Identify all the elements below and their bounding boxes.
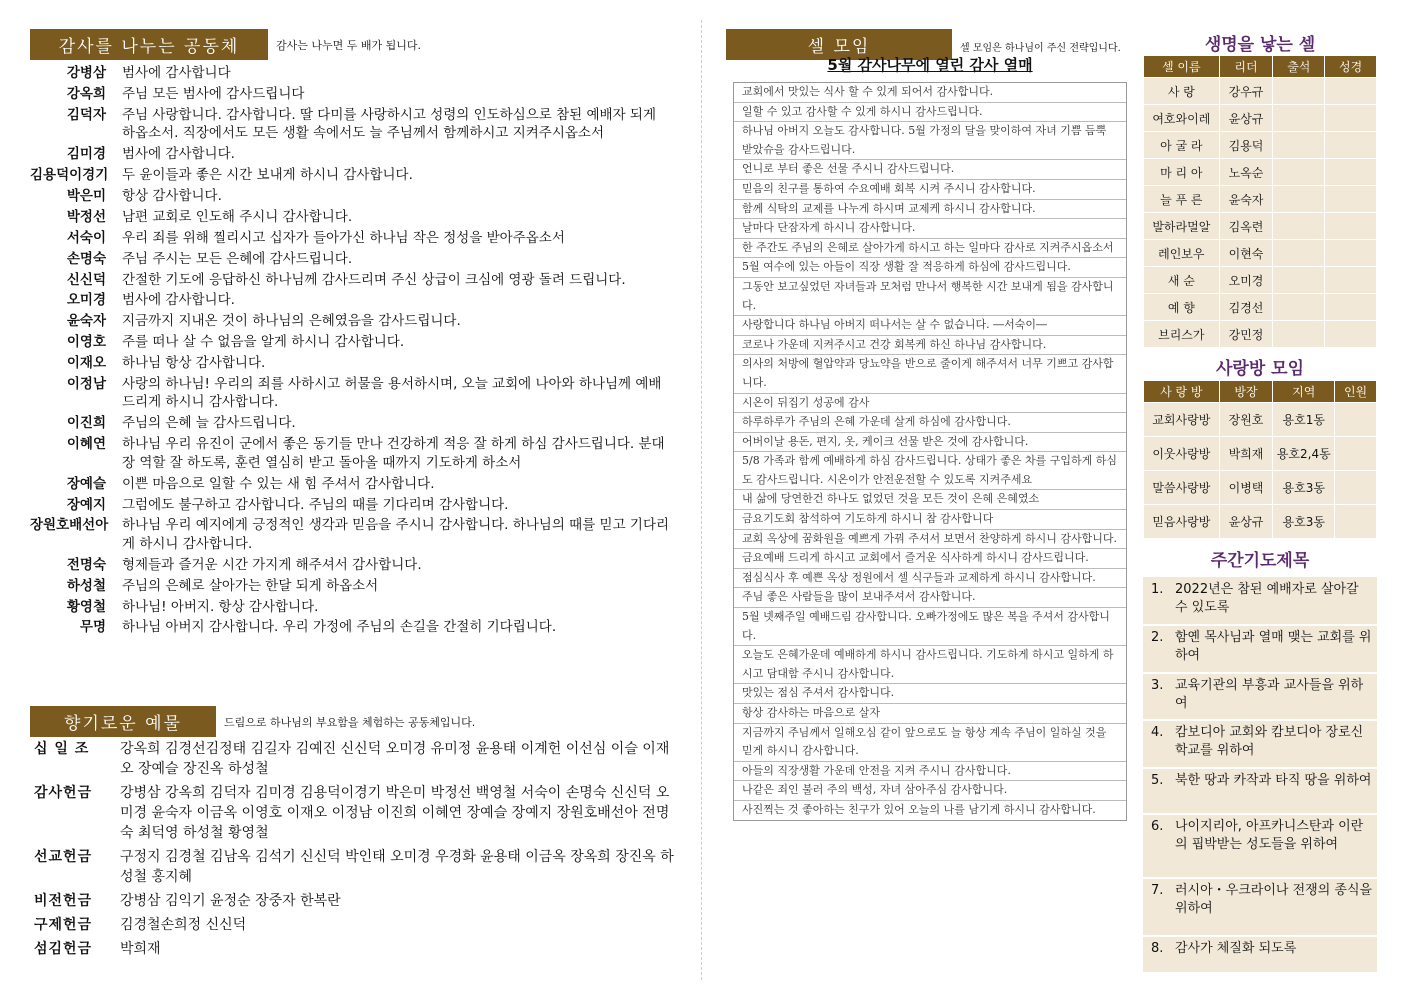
thanks-name: 손명숙 <box>66 250 106 267</box>
thanks-name: 하성철 <box>66 577 106 594</box>
thanks-text: 하나님 항상 감사합니다. <box>122 355 266 372</box>
life-cell-row <box>1144 159 1377 186</box>
thanks-name: 김용덕이경기 <box>30 167 109 184</box>
love-room-header: 지역 <box>1273 381 1335 403</box>
thanks-row <box>30 516 670 553</box>
life-cell-cell <box>1273 78 1325 105</box>
thanks-name: 장예슬 <box>66 475 106 492</box>
life-cell-cell: 강우규 <box>1219 78 1273 105</box>
prayer-separator <box>1143 624 1377 626</box>
thanks-name: 황영철 <box>66 598 106 615</box>
fruit-item: 지금까지 주님께서 일해오심 같이 앞으로도 늘 항상 계속 주님이 일하실 것을 믿게 하시니 감사합니다. <box>734 724 1126 762</box>
prayer-number: 1. <box>1151 582 1164 597</box>
thanks-name: 오미경 <box>66 292 106 309</box>
life-cell-row <box>1144 132 1377 159</box>
life-cell-table <box>1143 55 1377 348</box>
thanks-row <box>30 166 670 185</box>
life-cell-row <box>1144 321 1377 348</box>
life-cell-cell: 레인보우 <box>1144 240 1220 267</box>
fruit-item: 믿음의 친구를 통하여 수요예배 회복 시켜 주시니 감사합니다. <box>734 180 1126 200</box>
prayer-item <box>1151 818 1375 854</box>
life-cell-cell <box>1273 321 1325 348</box>
thanks-row <box>30 291 670 310</box>
prayer-number: 3. <box>1151 678 1164 693</box>
fruit-item: 하루하루가 주님의 은혜 가운데 살게 하심에 감사합니다. <box>734 413 1126 433</box>
thanks-name: 김덕자 <box>66 106 106 123</box>
prayer-text: 캄보디아 교회와 캄보디아 장로신학교를 위하여 <box>1175 725 1364 758</box>
thanks-name: 이영호 <box>66 334 106 351</box>
thanks-text: 남편 교회로 인도해 주시니 감사합니다. <box>122 208 353 225</box>
life-cell-cell <box>1325 78 1377 105</box>
fruit-item: 날마다 단잠자게 하시니 감사합니다. <box>734 219 1126 239</box>
thanks-name: 이정남 <box>66 375 106 392</box>
offering-names: 강병삼 김익기 윤정순 장중자 한복란 <box>120 893 341 909</box>
thanks-name: 전명숙 <box>66 556 106 573</box>
prayer-text: 함옌 목사님과 열매 맺는 교회를 위하여 <box>1175 630 1372 663</box>
fruit-title-text: 5월 감사나무에 열린 감사 열매 <box>827 56 1033 74</box>
thanks-row <box>30 64 670 83</box>
fruit-item: 교회에서 맛있는 식사 할 수 있게 되어서 감사합니다. <box>734 83 1126 103</box>
thanks-row <box>30 577 670 596</box>
fruit-item: 오늘도 은혜가운데 예배하게 하시니 감사드립니다. 기도하게 하시고 일하게 하시고 담대함 주시니 감사합니다. <box>734 646 1126 684</box>
thanks-text: 범사에 감사합니다. <box>122 292 235 309</box>
offering-row <box>34 783 674 843</box>
life-cell-cell: 김옥련 <box>1219 213 1273 240</box>
life-cell-cell: 김용덕 <box>1219 132 1273 159</box>
prayer-text: 북한 땅과 카작과 타직 땅을 위하여 <box>1175 773 1372 788</box>
life-cell-header: 셀 이름 <box>1144 56 1220 78</box>
fruit-item: 의사의 처방에 혈압약과 당뇨약을 반으로 줄이게 해주셔서 너무 기쁘고 감사합니다. <box>734 355 1126 393</box>
life-cell-cell: 마 리 아 <box>1144 159 1220 186</box>
thanks-text: 주님 사랑합니다. 감사합니다. 딸 다미를 사랑하시고 성령의 인도하심으로 참된 예배자 되게 하옵소서. 직장에서도 모든 생활 속에서도 늘 주님께서 함께하시고 지켜주시옵소서 <box>122 106 657 142</box>
thanks-name: 이재오 <box>66 355 106 372</box>
life-cell-cell <box>1325 267 1377 294</box>
prayer-list <box>1143 577 1377 972</box>
life-cell-cell <box>1325 213 1377 240</box>
love-room-header: 사 랑 방 <box>1144 381 1220 403</box>
offering-category: 비전헌금 <box>34 893 93 909</box>
prayer-item <box>1151 581 1375 617</box>
love-room-cell: 용호1동 <box>1273 403 1335 437</box>
prayer-text: 나이지리아, 아프카니스탄과 이란의 핍박받는 성도들을 위하여 <box>1175 819 1364 852</box>
thanks-text: 사랑의 하나님! 우리의 죄를 사하시고 허물을 용서하시며, 오늘 교회에 나아와 하나님께 예배 드리게 하시니 감사합니다. <box>122 375 662 411</box>
fruit-item: 점심식사 후 예쁜 옥상 정원에서 셀 식구들과 교제하게 하시니 감사합니다. <box>734 569 1126 589</box>
love-room-row <box>1144 505 1377 539</box>
prayer-item <box>1151 677 1375 713</box>
thanks-row <box>30 475 670 494</box>
thanks-name: 서숙이 <box>66 229 106 246</box>
fruit-item: 5/8 가족과 함께 예배하게 하심 감사드립니다. 상태가 좋은 차를 구입하게 하심도 감사드립니다. 시온이가 안전운전할 수 있도록 지켜주세요 <box>734 452 1126 490</box>
thanks-row <box>30 229 670 248</box>
fruit-item: 함께 식탁의 교제를 나누게 하시며 교제케 하시니 감사합니다. <box>734 200 1126 220</box>
thanks-text: 이쁜 마음으로 일할 수 있는 새 힘 주셔서 감사합니다. <box>122 475 435 492</box>
thanks-row <box>30 187 670 206</box>
thanks-name: 윤숙자 <box>66 313 106 330</box>
life-cell-row <box>1144 294 1377 321</box>
offering-category: 십 일 조 <box>34 741 90 757</box>
love-room-title: 사랑방 모임 <box>1215 359 1305 379</box>
thanks-text: 하나님 우리 예지에게 긍정적인 생각과 믿음을 주시니 감사합니다. 하나님의 때를 믿고 기다리게 하시니 감사합니다. <box>122 517 670 552</box>
thanks-row <box>30 354 670 373</box>
fruit-item: 사진찍는 것 좋아하는 친구가 있어 오늘의 나를 남기게 하시니 감사합니다. <box>742 802 1096 816</box>
love-room-cell: 윤상규 <box>1219 505 1273 539</box>
fruit-item: 항상 감사하는 마음으로 살자 <box>734 704 1126 724</box>
life-cell-cell: 김경선 <box>1219 294 1273 321</box>
prayer-number: 5. <box>1151 773 1164 788</box>
love-room-cell: 용호3동 <box>1273 505 1335 539</box>
love-room-cell <box>1335 403 1377 437</box>
fruit-item: 주님 좋은 사람들을 많이 보내주셔서 감사합니다. <box>734 588 1126 608</box>
offering-category: 구제헌금 <box>34 917 93 933</box>
love-room-cell: 말씀사랑방 <box>1144 471 1220 505</box>
prayer-separator <box>1143 672 1377 674</box>
prayer-text: 교육기관의 부흥과 교사들을 위하여 <box>1175 678 1364 711</box>
prayer-number: 2. <box>1151 630 1164 645</box>
gratitude-section-title: 감사를 나누는 공동체 <box>30 29 268 60</box>
life-cell-cell: 윤상규 <box>1219 105 1273 132</box>
thanks-name: 이혜연 <box>66 436 106 453</box>
thanks-row <box>30 106 670 143</box>
life-cell-header: 출석 <box>1273 56 1325 78</box>
love-room-row <box>1144 471 1377 505</box>
fruit-item: 하나님 아버지 오늘도 감사합니다. 5월 가정의 달을 맞이하여 자녀 기쁨 듬뿍 받았슈을 감사드립니다. <box>734 122 1126 160</box>
thanks-text: 범사에 감사합니다 <box>122 65 231 81</box>
thanks-name: 이진희 <box>66 415 106 432</box>
life-cell-cell <box>1325 132 1377 159</box>
thanks-row <box>30 375 670 412</box>
love-room-cell: 이병택 <box>1219 471 1273 505</box>
life-cell-row <box>1144 186 1377 213</box>
life-cell-cell: 사 랑 <box>1144 78 1220 105</box>
thanks-row <box>30 145 670 164</box>
life-cell-cell: 브리스가 <box>1144 321 1220 348</box>
fruit-item: 금요기도회 참석하여 기도하게 하시니 참 감사합니다 <box>734 510 1126 530</box>
offering-row <box>34 939 674 959</box>
thanks-row <box>30 435 670 472</box>
thanks-row <box>30 598 670 617</box>
prayer-text: 2022년은 참된 예배자로 살아갈 수 있도록 <box>1175 582 1359 615</box>
thanks-name: 강병삼 <box>66 65 106 81</box>
prayer-item <box>1151 629 1375 665</box>
prayer-separator <box>1143 877 1377 879</box>
life-cell-row <box>1144 240 1377 267</box>
life-cell-cell: 예 향 <box>1144 294 1220 321</box>
life-cell-row <box>1144 213 1377 240</box>
life-cell-header: 리더 <box>1219 56 1273 78</box>
love-room-header: 방장 <box>1219 381 1273 403</box>
offering-category: 섬김헌금 <box>34 941 93 957</box>
love-room-cell: 교회사랑방 <box>1144 403 1220 437</box>
life-cell-cell: 노옥순 <box>1219 159 1273 186</box>
offering-category: 선교헌금 <box>34 849 93 865</box>
cell-section-title: 셀 모임 <box>726 29 952 60</box>
love-room-table <box>1143 380 1377 539</box>
thanks-name: 장원호배선아 <box>30 517 109 534</box>
prayer-item <box>1151 772 1375 790</box>
fruit-item: 아들의 직장생활 가운데 안전을 지켜 주시니 감사합니다. <box>734 762 1126 782</box>
fruit-item: 언니로 부터 좋은 선물 주시니 감사드립니다. <box>734 160 1126 180</box>
prayer-number: 8. <box>1151 941 1164 956</box>
love-room-cell <box>1335 437 1377 471</box>
offering-list <box>34 739 674 963</box>
fruit-item: 코로나 가운데 지켜주시고 건강 회복케 하신 하나님 감사합니다. <box>734 336 1126 356</box>
fruit-list <box>733 82 1127 821</box>
prayer-text: 감사가 체질화 되도록 <box>1175 941 1297 956</box>
thanks-text: 주를 떠나 살 수 없음을 알게 하시니 감사합니다. <box>122 334 405 351</box>
fruit-item: 나같은 죄인 불러 주의 백성, 자녀 삼아주심 감사합니다. <box>734 781 1126 801</box>
life-cell-cell: 이현숙 <box>1219 240 1273 267</box>
life-cell-cell: 새 순 <box>1144 267 1220 294</box>
life-cell-cell: 늘 푸 른 <box>1144 186 1220 213</box>
offering-section-title: 향기로운 예물 <box>30 706 216 737</box>
life-cell-cell: 아 굴 라 <box>1144 132 1220 159</box>
life-cell-cell <box>1273 267 1325 294</box>
life-cell-header: 성경 <box>1325 56 1377 78</box>
life-cell-cell <box>1325 240 1377 267</box>
thanks-name: 무명 <box>79 619 106 636</box>
thanks-name: 김미경 <box>66 146 106 163</box>
fruit-item: 맛있는 점심 주셔서 감사합니다. <box>734 684 1126 704</box>
fruit-item: 시온이 뒤집기 성공에 감사 <box>734 394 1126 414</box>
offering-row <box>34 739 674 779</box>
love-room-cell: 용호2,4동 <box>1273 437 1335 471</box>
life-cell-cell <box>1325 321 1377 348</box>
prayer-separator <box>1143 719 1377 721</box>
offering-names: 김경철손희정 신신덕 <box>120 917 247 933</box>
life-cell-cell <box>1273 294 1325 321</box>
fruit-item: 내 삶에 당연한건 하나도 없었던 것을 모든 것이 은혜 은혜였소 <box>734 490 1126 510</box>
thanks-row <box>30 312 670 331</box>
cell-section-subtitle: 셀 모임은 하나님이 주신 전략입니다. <box>960 43 1121 54</box>
thanks-row <box>30 414 670 433</box>
fruit-item: 일할 수 있고 감사할 수 있게 하시니 감사드립니다. <box>734 103 1126 123</box>
love-room-row <box>1144 403 1377 437</box>
thanks-text: 주님의 은혜 늘 감사드립니다. <box>122 415 296 432</box>
thanks-text: 그럼에도 불구하고 감사합니다. 주님의 때를 기다리며 감사합니다. <box>122 496 509 513</box>
love-room-header: 인원 <box>1335 381 1377 403</box>
fruit-item: 한 주간도 주님의 은혜로 살아가게 하시고 하는 일마다 감사로 지켜주시옵소서 <box>734 239 1126 259</box>
life-cell-cell: 발하라멀알 <box>1144 213 1220 240</box>
thanks-text: 항상 감사합니다. <box>122 187 222 204</box>
thanks-name: 박은미 <box>66 187 106 204</box>
fruit-item: 사랑합니다 하나님 아버지 떠나서는 살 수 없습니다. ―서숙이― <box>734 316 1126 336</box>
thanks-text: 주님의 은혜로 살아가는 한달 되게 하옵소서 <box>122 577 379 594</box>
love-room-row <box>1144 437 1377 471</box>
thanks-text: 주님 주시는 모든 은혜에 감사드립니다. <box>122 250 353 267</box>
thanks-text: 간절한 기도에 응답하신 하나님께 감사드리며 주신 상급이 크심에 영광 돌려 드립니다. <box>122 271 626 288</box>
life-cell-cell <box>1325 186 1377 213</box>
thanks-row <box>30 250 670 269</box>
love-room-cell: 믿음사랑방 <box>1144 505 1220 539</box>
offering-names: 박희재 <box>120 941 161 957</box>
thanks-text: 형제들과 즐거운 시간 가지게 해주셔서 감사합니다. <box>122 556 422 573</box>
thanks-name: 박정선 <box>66 208 106 225</box>
thanks-row <box>30 85 670 104</box>
life-cell-cell: 윤숙자 <box>1219 186 1273 213</box>
prayer-separator <box>1143 935 1377 937</box>
thanks-row <box>30 208 670 227</box>
life-cell-cell <box>1325 159 1377 186</box>
thanks-name: 강옥희 <box>66 85 106 102</box>
thanks-row <box>30 271 670 290</box>
fruit-item: 그동안 보고싶었던 자녀들과 모처럼 만나서 행복한 시간 보내게 됨을 감사합니다. <box>734 278 1126 316</box>
fruit-item: 어버이날 용돈, 편지, 옷, 케이크 선물 받은 것에 감사합니다. <box>734 433 1126 453</box>
life-cell-title: 생명을 낳는 셀 <box>1204 35 1316 55</box>
prayer-separator <box>1143 767 1377 769</box>
thanks-text: 지금까지 지내온 것이 하나님의 은혜였음을 감사드립니다. <box>122 313 461 330</box>
offering-row <box>34 915 674 935</box>
prayer-number: 4. <box>1151 725 1164 740</box>
offering-names: 구정지 김경철 김남옥 김석기 신신덕 박인태 오미경 우경화 윤용태 이금옥 장옥희 장진옥 하성철 홍지혜 <box>120 849 674 885</box>
offering-row <box>34 891 674 911</box>
offering-names: 강병삼 강옥희 김덕자 김미경 김용덕이경기 박은미 박정선 백영철 서숙이 손명숙 신신덕 오미경 윤숙자 이금옥 이영호 이재오 이정남 이진희 이혜연 장예슬 장예지 장원호배선아 전명숙 최덕영 하성철 황영철 <box>120 785 670 841</box>
gratitude-section-subtitle: 감사는 나누면 두 배가 됩니다. <box>276 39 421 52</box>
thanks-row <box>30 618 670 637</box>
prayer-item <box>1151 882 1375 918</box>
prayer-item <box>1151 940 1375 958</box>
life-cell-cell <box>1273 105 1325 132</box>
offering-row <box>34 847 674 887</box>
love-room-cell: 박희재 <box>1219 437 1273 471</box>
thanks-name: 장예지 <box>66 496 106 513</box>
fruit-item: 교회 옥상에 꿈화원을 예쁘게 가꿔 주셔서 보면서 찬양하게 하시니 감사합니다. <box>734 530 1126 550</box>
love-room-cell: 장원호 <box>1219 403 1273 437</box>
thanks-text: 하나님! 아버지. 항상 감사합니다. <box>122 598 319 615</box>
thanks-text: 주님 모든 범사에 감사드립니다 <box>122 85 305 102</box>
life-cell-row <box>1144 78 1377 105</box>
life-cell-row <box>1144 267 1377 294</box>
prayer-number: 6. <box>1151 819 1164 834</box>
life-cell-cell <box>1273 159 1325 186</box>
thanks-name: 신신덕 <box>66 271 106 288</box>
life-cell-row <box>1144 105 1377 132</box>
life-cell-cell <box>1325 294 1377 321</box>
thanks-row <box>30 556 670 575</box>
life-cell-cell <box>1273 240 1325 267</box>
thanks-text: 하나님 아버지 감사합니다. 우리 가정에 주님의 손길을 간절히 기다립니다. <box>122 619 557 636</box>
thanks-list <box>30 64 670 639</box>
prayer-text: 러시아・우크라이나 전쟁의 종식을 위하여 <box>1175 883 1373 916</box>
prayer-item <box>1151 724 1375 760</box>
offering-section-subtitle: 드림으로 하나님의 부요함을 체험하는 공동체입니다. <box>224 716 476 729</box>
thanks-row <box>30 333 670 352</box>
thanks-row <box>30 496 670 515</box>
life-cell-cell <box>1325 105 1377 132</box>
love-room-cell <box>1335 505 1377 539</box>
life-cell-cell: 오미경 <box>1219 267 1273 294</box>
thanks-text: 범사에 감사합니다. <box>122 146 235 163</box>
life-cell-cell <box>1273 213 1325 240</box>
love-room-cell <box>1335 471 1377 505</box>
offering-names: 강옥희 김경선김정태 김길자 김예진 신신덕 오미경 유미정 윤용태 이계헌 이선심 이슬 이재오 장예슬 장진옥 하성철 <box>120 741 670 777</box>
love-room-cell: 용호3동 <box>1273 471 1335 505</box>
prayer-separator <box>1143 813 1377 815</box>
life-cell-cell <box>1273 132 1325 159</box>
fruit-item: 금요예배 드리게 하시고 교회에서 즐거운 식사하게 하시니 감사드립니다. <box>734 549 1126 569</box>
prayer-title: 주간기도제목 <box>1210 551 1310 571</box>
love-room-cell: 이웃사랑방 <box>1144 437 1220 471</box>
thanks-text: 우리 죄를 위해 찔리시고 십자가 들아가신 하나님 작은 정성을 받아주옵소서 <box>122 229 565 246</box>
life-cell-cell: 강민정 <box>1219 321 1273 348</box>
thanks-text: 두 윤이들과 좋은 시간 보내게 하시니 감사합니다. <box>122 167 413 184</box>
page-fold-divider <box>701 20 702 980</box>
prayer-number: 7. <box>1151 883 1164 898</box>
fruit-title <box>733 54 1127 75</box>
fruit-item: 5월 넷째주일 예배드림 감사합니다. 오빠가정에도 많은 복을 주셔서 감사합니다. <box>734 608 1126 646</box>
offering-category: 감사헌금 <box>34 785 93 801</box>
life-cell-cell <box>1273 186 1325 213</box>
life-cell-cell: 여호와이레 <box>1144 105 1220 132</box>
fruit-item: 5월 여수에 있는 아들이 직장 생활 잘 적응하게 하심에 감사드립니다. <box>734 258 1126 278</box>
thanks-text: 하나님 우리 유진이 군에서 좋은 동기들 만나 건강하게 적응 잘 하게 하심 감사드립니다. 분대장 역할 잘 하도록, 훈련 열심히 받고 돌아올 때까지 기도하게 하소서 <box>122 436 665 471</box>
